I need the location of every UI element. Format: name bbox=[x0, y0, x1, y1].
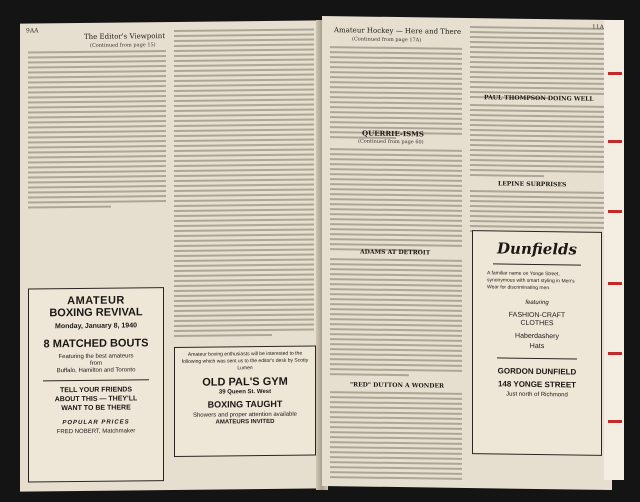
dunfields-ad bbox=[472, 230, 602, 456]
dunfields-item-2: CLOTHES bbox=[520, 319, 554, 328]
red-tab bbox=[608, 282, 622, 285]
dunfields-featuring: featuring bbox=[525, 299, 549, 307]
red-tab bbox=[608, 140, 622, 143]
ad-revival-title-1: AMATEUR bbox=[67, 294, 125, 308]
amateur-boxing-revival-ad bbox=[28, 287, 164, 482]
right-page bbox=[322, 16, 612, 490]
red-dutton-heading: "RED" DUTTON A WONDER bbox=[350, 381, 445, 390]
left-folio: 9AA bbox=[26, 27, 39, 35]
left-page bbox=[20, 20, 322, 491]
ad-revival-divider bbox=[43, 379, 149, 381]
left-column-2-text bbox=[174, 29, 314, 340]
hockey-heading: Amateur Hockey — Here and There bbox=[334, 26, 462, 36]
adams-text bbox=[330, 258, 462, 380]
ad-revival-date: Monday, January 8, 1940 bbox=[55, 322, 137, 331]
red-dutton-text bbox=[330, 391, 462, 483]
paul-thompson-text bbox=[470, 104, 604, 181]
editor-continued: (Continued from page 15) bbox=[90, 42, 156, 49]
ad-revival-from: from bbox=[90, 360, 102, 367]
dunfields-desc: A familiar name on Yonge Street, synonymous with smart styling in Men's Wear for discriminating men. bbox=[487, 270, 575, 292]
red-tab bbox=[608, 352, 622, 355]
dunfields-rule-2 bbox=[497, 357, 577, 359]
ad-revival-title-2: BOXING REVIVAL bbox=[49, 306, 143, 320]
ad-revival-tell-3: WANT TO BE THERE bbox=[61, 404, 131, 413]
ad-revival-tell-2: ABOUT THIS — THEY'LL bbox=[54, 395, 138, 404]
red-tab bbox=[608, 210, 622, 213]
lepine-heading: LEPINE SURPRISES bbox=[498, 180, 567, 189]
red-page-tabs bbox=[604, 20, 624, 480]
ad-gym-address: 39 Queen St. West bbox=[218, 388, 272, 396]
ad-revival-cities: Buffalo, Hamilton and Toronto bbox=[56, 367, 136, 375]
ad-revival-promoter: FRED NOBERT, Matchmaker bbox=[56, 428, 136, 436]
querrie-heading: QUERRIE-ISMS bbox=[362, 128, 424, 139]
ad-revival-bouts: 8 MATCHED BOUTS bbox=[43, 337, 149, 351]
dunfields-address: 148 YONGE STREET bbox=[497, 379, 577, 390]
dunfields-rule bbox=[493, 263, 581, 265]
ad-gym-intro: Amateur boxing enthusiasts will be interested to the following which was sent us to the editor's desk by Scotty Lumen bbox=[181, 350, 309, 372]
ad-gym-taught: BOXING TAUGHT bbox=[207, 398, 283, 410]
querrie-text bbox=[330, 148, 462, 255]
paul-thompson-heading: PAUL THOMPSON DOING WELL bbox=[484, 94, 594, 103]
dunfields-item-1: FASHION-CRAFT bbox=[508, 311, 566, 320]
red-tab bbox=[608, 420, 622, 423]
dunfields-logo: Dunfields bbox=[497, 239, 577, 259]
hockey-continued: (Continued from page 17A) bbox=[352, 36, 422, 44]
editor-text-column bbox=[28, 50, 166, 211]
ad-gym-invited: AMATEURS INVITED bbox=[215, 418, 275, 426]
ad-revival-featuring: Featuring the best amateurs bbox=[58, 353, 134, 361]
red-tab bbox=[608, 72, 622, 75]
querrie-continued: (Continued from page 60) bbox=[358, 138, 424, 146]
adams-heading: ADAMS AT DETROIT bbox=[360, 248, 431, 257]
right-column-2-text bbox=[470, 26, 604, 103]
ad-revival-prices: POPULAR PRICES bbox=[62, 419, 130, 427]
editor-heading: The Editor's Viewpoint bbox=[84, 32, 166, 41]
ad-gym-note: Showers and proper attention available bbox=[192, 411, 298, 419]
ad-revival-tell-1: TELL YOUR FRIENDS bbox=[59, 386, 133, 395]
old-pals-gym-ad bbox=[174, 345, 316, 456]
dunfields-near: Just north of Richmond bbox=[506, 391, 568, 399]
dunfields-item-4: Hats bbox=[529, 342, 545, 351]
dunfields-owner: GORDON DUNFIELD bbox=[497, 366, 577, 377]
ad-gym-name: OLD PAL'S GYM bbox=[202, 375, 288, 389]
dunfields-item-3: Haberdashery bbox=[515, 332, 559, 341]
